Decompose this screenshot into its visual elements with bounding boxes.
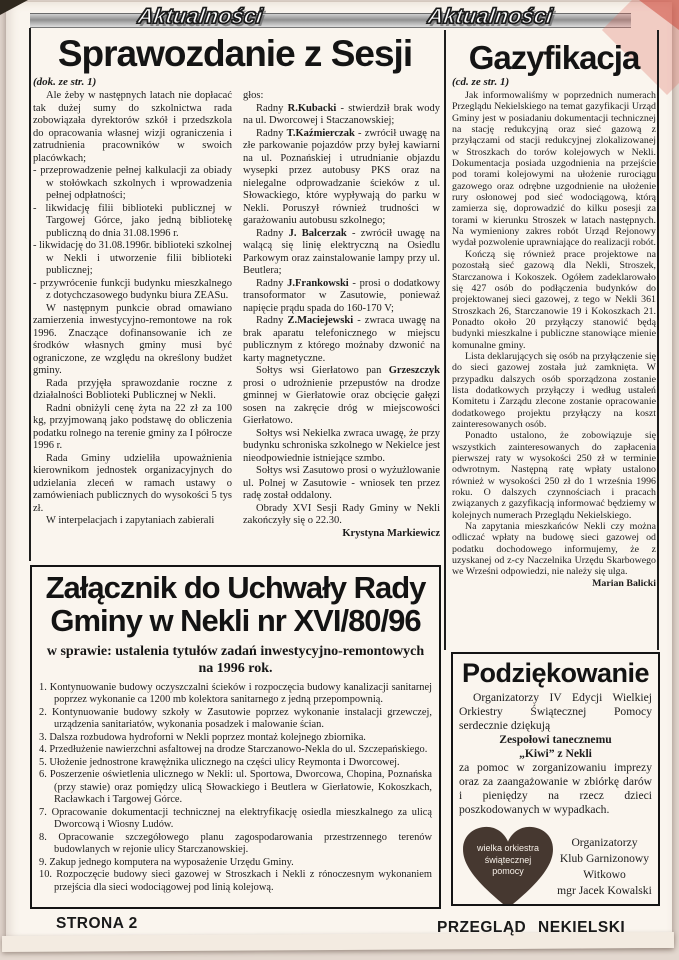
credit-line: Witkowo bbox=[583, 868, 626, 881]
list-item: 7. Opracowanie dokumentacji technicznej na elektryfikację osiedla mieszkalnego za ulicą Dworcową i Wiosny Ludów. bbox=[39, 806, 432, 831]
aktualnosci-logo: Aktualności bbox=[426, 5, 555, 28]
list-item: 4. Przedłużenie nawierzchni asfaltowej na drodze Starczanowo-Nekla do ul. Szczepańskiego. bbox=[39, 744, 428, 756]
credit-line: Klub Garnizonowy bbox=[559, 852, 650, 865]
list-item: 9. Zakup jednego komputera na wyposażenie Urzędu Gminy. bbox=[39, 856, 294, 868]
zalacznik-subtitle bbox=[32, 643, 439, 677]
list-item: 1. Kontynuowanie budowy oczyszczalni ścieków i rozpoczęcia budowy kanalizacji sanitarnej poprzez wykonanie ca 1200 mb kolektora sanitarnego z jedną przepompownią. bbox=[39, 681, 432, 706]
zalacznik-subtitle-line2: na 1996 rok. bbox=[198, 660, 273, 676]
corner-scan-mark bbox=[0, 0, 28, 15]
list-item: 5. Ułożenie jednostrone krawężnika ulicznego na części ulicy Reymonta i Dworcowej. bbox=[39, 756, 400, 768]
column-divider bbox=[657, 30, 659, 650]
wosp-heart-icon bbox=[459, 823, 557, 906]
zalacznik-subtitle-line1: w sprawie: ustalenia tytułów zadań inwestycyjno-remontowych bbox=[46, 643, 425, 659]
paragraph: Organizatorzy IV Edycji Wielkiej Orkiestry Świątecznej Pomocy serdecznie dziękują bbox=[459, 691, 652, 732]
paragraph: Radny J. Balcerzak - zwrócił uwagę na walącą się linię elektryczną na Osiedlu Parkowym oraz zainstalowanie lampy przy ul. Beutlera; bbox=[243, 227, 440, 276]
paragraph: W interpelacjach i zapytaniach zabierali bbox=[46, 515, 215, 526]
article-gazyfikacja-title: Gazyfikacja bbox=[468, 39, 640, 76]
paragraph: - likwidację filii biblioteki publicznej w Targowej Górce, jako jedną bibliotekę publiczną do dnia 31.08.1996 r. bbox=[33, 202, 232, 239]
paragraph: Radni obniżyli cenę żyta na 22 zł za 100 kg, przyjmowaną jako podstawę do obliczenia podatku rolnego na terenie gminy za I półrocze 1996 r. bbox=[33, 402, 232, 451]
podziekowanie-box bbox=[451, 652, 660, 906]
zalacznik-title-line1: Załącznik do Uchwały Rady bbox=[45, 570, 426, 605]
paragraph: Radny J.Frankowski - prosi o dodatkowy transoformator w Zasutowie, ponieważ napięcie prądu spada do 160-170 V; bbox=[243, 277, 440, 314]
heart-caption-line: świątecznej bbox=[484, 854, 532, 865]
red-corner-decoration bbox=[639, 0, 679, 30]
credits bbox=[557, 835, 652, 899]
paragraph: Jak informowaliśmy w poprzednich numerach Przeglądu Nekielskiego na temat gazyfikacji Urząd Gminy jest w posiadaniu dokumentacji technicznej na stację redukcyjną oraz sieć gazową z przyłączami od stacji redukcyjnej zlokalizowanej w Stroszkach do torów kolejowych w Nekli. Dokumentacja posiada uzgodnienia na przejście pod torami kolejowymi na ułożenie rurociągu gazowego oraz odrębne uzgodnienie na ułożenie rury osłonowej pod sieć wodociągową, którą zamierza się, doprowadzić do kilku posesji za torami w kierunku Stroszek w latach następnych. Na wymieniony zakres robót Urząd Rejonowy wydał pozwolenie uprawniające do realizacji robót. bbox=[452, 90, 656, 249]
paragraph: - przywrócenie funkcji budynku mieszkalnego z dotychczasowego budynku biura ZEASu. bbox=[33, 277, 232, 301]
dedication-line2: „Kiwi” z Nekli bbox=[519, 747, 592, 760]
paragraph: Rada Gminy udzieliła upoważnienia kierownikom jednostek organizacyjnych do udzielania zleceń w ramach ustawy o zamówieniach publicznych do wysokości 5 tys zł. bbox=[33, 452, 232, 514]
paragraph: za pomoc w zorganizowaniu imprezy oraz za zaangażowanie w zbiórkę darów i pieniędzy na rzecz dzieci poszkodowanych w wypadkach. bbox=[459, 761, 652, 816]
paragraph: Radny Z.Maciejewski - zwraca uwagę na brak aparatu telefonicznego w miejscu publicznym z którego możnaby dzwonić na karty magnetyczne. bbox=[243, 315, 440, 364]
aktualnosci-logo: Aktualności bbox=[136, 5, 265, 28]
zalacznik-list bbox=[39, 682, 432, 895]
list-item: 6. Poszerzenie oświetlenia ulicznego w Nekli: ul. Sportowa, Dworcowa, Chopina, Poznańska (przy stawie) oraz pomiędzy ulicą Słowackiego i Beutlera w Gierłatowie, Kokoszkach, Racławkach i Targowej Górce. bbox=[39, 769, 432, 806]
paragraph: Na zapytania mieszkańców Nekli czy można odliczać wpłaty na budowę sieci gazowej od podatku dochodowego informujemy, że z uzyskanej od z-cy Naczelnika Urzędu Skarbowego we Wrześni odpowiedzi, nie należy się ulga. bbox=[452, 521, 656, 578]
podziekowanie-title: Podziękowanie bbox=[461, 658, 650, 688]
zalacznik-box bbox=[30, 565, 441, 909]
list-item: 8. Opracowanie szczegółowego planu zagospodarowania przestrzennego terenów budowlanych w rejonie ulicy Starczanowskiej. bbox=[39, 831, 432, 856]
paragraph: W następnym punkcie obrad omawiano zamierzenia inwestycyjno-remontowe na rok 1996. Znaczące dofinansowanie ich ze środków własnych gminy musi być ograniczone, ze względu na określony budżet gminy. bbox=[33, 302, 232, 376]
author-signature: Marian Balicki bbox=[592, 577, 656, 589]
list-item: 2. Kontynuowanie budowy szkoły w Zasutowie poprzez wykonanie instalacji grzewczej, urządzenia sanitariatów, wykonania posadzek i malowanie ścian. bbox=[39, 706, 432, 731]
zalacznik-title bbox=[32, 572, 439, 638]
column-divider bbox=[29, 28, 31, 561]
paragraph: Ale żeby w następnych latach nie dopłacać tak dużej sumy do szkolnictwa rada zobowiązała dyrektorów szkół i przedszkola do opracowania własnej wizji ograniczenia i zatrudnienia pracowników w swoich placówkach; bbox=[33, 90, 232, 164]
paragraph: Lista deklarujących się osób na przyłączenie się do sieci gazowej została już zamknięta. W przypadku dalszych osób sporządzona zostanie lista dodatkowych przyłączy i według ustaleń Komitetu i Zarządu zlecone zostanie opracowanie dodatkowego projektu przyłączy na koszt zainteresowanych osób. bbox=[452, 350, 656, 430]
podziekowanie-footer-row bbox=[459, 823, 652, 906]
article-column bbox=[452, 90, 656, 589]
paragraph: Ponadto ustalono, że zobowiązuje się wszystkich zainteresowanych do zapłacenia pierwszej raty w wysokości 250 zł w terminie odwrotnym. Następną ratę wpłaty ustalono również w wysokości 250 zł do 1 września 1996 roku. O dalszych czynnościach i pracach związanych z gazyfikacją informować będziemy w kolejnych numerach Przeglądu Nekielskiego. bbox=[452, 430, 656, 521]
credit-line: Organizatorzy bbox=[571, 836, 638, 849]
paragraph: Obrady XVI Sesji Rady Gminy w Nekli zakończyły się o 22.30. bbox=[243, 502, 440, 526]
list-item: 10. Rozpoczęcie budowy sieci gazowej w Stroszkach i Nekli z rónoczesnym wykonaniem przejścia dla sieci wodociągowej pod linią kolejową. bbox=[39, 869, 432, 893]
credit-line: mgr Jacek Kowalski bbox=[557, 884, 652, 897]
heart-caption-line: pomocy bbox=[492, 866, 524, 876]
paragraph: głos: bbox=[243, 90, 264, 101]
list-item: 3. Dalsza rozbudowa hydroforni w Nekli poprzez montaż kolejnego zbiornika. bbox=[39, 731, 366, 743]
heart-caption bbox=[459, 843, 557, 878]
paragraph: Kończą się również prace projektowe na pozostałą sieć gazową dla Nekli, Stroszek, Starczanowa i Kokoszek. Ogółem zadeklarowało się 427 osób do podłączenia budynków do projektowanej sieci gazowej, z tego w Nekli 361 Stroszkach 26, Starczanowie 19 i Kokoszkach 21. Ponadto około 20 przyłączy stanowić będą budynki mieszkalne i publiczne stanowiące mienie komunalne gminy. bbox=[452, 248, 656, 351]
paragraph: Sołtys wsi Gierłatowo pan Grzeszczyk prosi o udrożnienie przepustów na drodze gminnej w Gierłatowie oraz obcięcie gałęzi sosen na zakręcie dróg w miejscowości Gierłatowo. bbox=[243, 365, 440, 426]
column-divider bbox=[444, 30, 446, 650]
continuation-note: (dok. ze str. 1) bbox=[33, 76, 97, 88]
paragraph: Radny T.Kaźmierczak - zwrócił uwagę na złe parkowanie pojazdów przy byłej kawiarni na ul. Poznańskiej i utrudnianie objazdu wysepki przez autobusy PKS oraz na nielegalne odprowadzanie ścieków z ul. Słowackiego, które wypływają do parku w Nekli. Poruszył również trudności w garażowaniu autobusu szkolnego; bbox=[243, 127, 441, 226]
footer-paper-label: PRZEGLĄD NEKIELSKI bbox=[437, 919, 626, 936]
article-sesja-title: Sprawozdanie z Sesji bbox=[57, 33, 413, 74]
paragraph: Rada przyjęła sprawozdanie roczne z działalności Boblioteki Publicznej w Nekli. bbox=[33, 377, 232, 401]
paragraph: Sołtys wsi Zasutowo prosi o wyżużlowanie ul. Polnej w Zasutowie - wniosek ten przez radę został oddalony. bbox=[243, 465, 440, 501]
zalacznik-title-line2: Gminy w Nekli nr XVI/80/96 bbox=[50, 602, 421, 638]
paragraph: Radny R.Kubacki - stwierdził brak wody na ul. Dworcowej i Staczanowskiej; bbox=[243, 102, 440, 126]
paragraph: - likwidację do 31.08.1996r. biblioteki szkolnej w Nekli i utworzenie filii biblioteki publicznej; bbox=[33, 240, 232, 276]
article-column bbox=[243, 90, 440, 540]
footer-page-label: STRONA 2 bbox=[56, 915, 138, 932]
paragraph: Sołtys wsi Nekielka zwraca uwagę, że przy budynku schroniska szkolnego w Nekielce jest nieodpowiednie istniejące szmbo. bbox=[243, 427, 440, 464]
paragraph: - przeprowadzenie pełnej kalkulacji za obiady w stołówkach szkolnych i wprowadzenia pełnej odpłatności; bbox=[33, 165, 232, 201]
article-column bbox=[33, 90, 232, 528]
dedication-line1: Zespołowi tanecznemu bbox=[499, 733, 612, 746]
author-signature: Krystyna Markiewicz bbox=[342, 527, 440, 539]
heart-caption-line: wielka orkiestra bbox=[476, 843, 540, 853]
continuation-note: (cd. ze str. 1) bbox=[452, 76, 510, 88]
